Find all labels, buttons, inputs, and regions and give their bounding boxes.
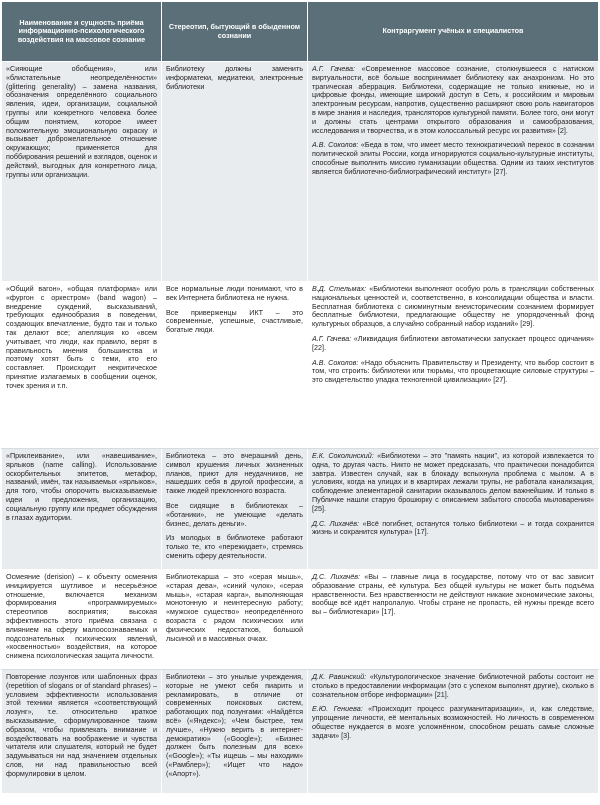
stereotype-cell: Библиотеку должны заменить информатеки, медиатеки, электронные библиотеки [162, 62, 308, 282]
quote-author: Д.К. Равинский: [312, 672, 367, 681]
quote-text: «Надо объяснить Правительству и Президенту, что выбор состоит в том, что строить: библиотеки или тюрьмы, что процветающие силовые структуры – это свидетельство упадка техногенной цивилизации» [27]. [312, 357, 594, 385]
quote-paragraph [312, 705, 594, 740]
quote-paragraph [312, 141, 594, 176]
quote-author: А.В. Соколов: [312, 357, 359, 367]
stereotype-paragraph: Все приверженцы ИКТ – это современные, успешные, счастливые, богатые люди. [166, 307, 303, 335]
counterargument-cell [308, 449, 599, 570]
stereotype-cell: Библиотекарша – это «серая мышь», «старая дева», «синий чулок», «серая мышь», «старая карга», выполняющая монотонную и неинтересную работу; «мужское существо» неопределённого возраста с рядом психических или физических недостатков, большой лысиной и в массивных очках. [162, 570, 308, 670]
quote-text: «Ликвидация библиотеки автоматически запускает процесс одичания» [22]. [312, 333, 595, 352]
quote-paragraph [312, 65, 594, 135]
header-row [2, 2, 599, 62]
stereotype-paragraph: Все нормальные люди понимают, что в век Интернета библиотека не нужна. [166, 284, 303, 302]
quote-paragraph [312, 335, 594, 353]
quote-text: «Вы – главные лица в государстве, потому что от вас зависит образование страны, её культура. Без общей культуры не может быть подъёма нравственности. Без нравственности не действуют никакие экономические законы, вообще всё идёт напролалую. Чтобы стране не пропасть, ей нужны прежде всего вы – библиотекари» [17]. [312, 572, 594, 617]
quote-text: «Библиотеки – это "память нации", из которой извлекается то одна, то другая часть. Никто не может предсказать, что практически понадобится завтра. Известен случай, как в блокаду вспыхнула проблема с мылом. А в условиях, когда на улицах и в квартирах лежали трупы, не работала канализация, соблюдение элементарной санитарии оказывалось делом важнейшим. И только в Публичке нашли старую брошюрку с описанием забытого способа мыловарения» [25]. [312, 451, 594, 513]
technique-cell: Осмеяние (derision) – к объекту осмеяния инициируется шутливое и несерьёзное отношение, включается механизм формирования «программируемых» стереотипов восприятия; высокая эффективность этого приёма связана с влиянием на сферу малоосознаваемых и подсознательных психических явлений, «косвенностью» воздействия, на которое снижена психологическая защита личности. [2, 570, 162, 670]
table-row [2, 570, 599, 670]
stereotype-cell [162, 282, 308, 449]
quote-text: «Всё погибнет, останутся только библиотеки – и тогда сохранится жизнь и сохранится культура» [17]. [312, 518, 594, 537]
quote-text: «Культурологическое значение библиотечной работы состоит не столько в предоставлении информации (это с успехом выполнят другие), сколько в сознательном отборе информации» [21]. [312, 672, 594, 699]
header-technique: Наименование и сущность приёма информационно-психологического воздействия на массовое сознание [2, 2, 162, 62]
quote-author: Е.Ю. Гениева: [312, 704, 363, 714]
quote-author: Е.К. Соколинский: [312, 451, 374, 460]
quote-author: В.Д. Стельмах: [312, 284, 367, 293]
quote-author: А.Г. Гачева: [312, 64, 356, 73]
counterargument-cell [308, 62, 599, 282]
quote-text: «Беда в том, что имеет место технократический перекос в сознании политической элиты России, когда игнорируются социально-культурные институты, способные выполнить миссию гуманизации общества. Одним из таких институтов является библиотечно-библиографический институт» [27]. [312, 140, 594, 176]
technique-cell: «Приклеивание», или «навешивание», ярлыков (name calling). Использование оскорбительных эпитетов, метафор, названий, имён, так называемых «ярлыков», для того, чтобы опорочить высказываемые идеи и предложения, организацию, социальную группу или предмет обсуждения в глазах аудитории. [2, 449, 162, 570]
quote-author: А.В. Соколов: [312, 140, 359, 150]
table-row [2, 670, 599, 794]
quote-paragraph [312, 573, 594, 617]
quote-text: «Происходит процесс разгуманитаризации», и, как следствие, упрощение личности, её ментальных возможностей. Но личность в современном обществе нуждается в мозге усложнённом, способном решать самые сложные задачи» [3]. [312, 704, 595, 740]
technique-cell: «Сияющие обобщения», или «блистательные неопределённости» (glittering generality) – замена названия, обозначения определённого социального явления, идеи, организации, социальной группы или конкретного человека более общим понятием, которое имеет положительную эмоциональную окраску и вызывает доброжелательное отношение окружающих; применяется для поббирования решений и взглядов, оценок и действий, выгодных для конкретного лица, группы или организации. [2, 62, 162, 282]
quote-paragraph [312, 285, 594, 329]
quote-text: «Современное массовое сознание, столкнувшееся с натиском виртуальности, всё больше воспринимает библиотеку как анахронизм. Но это трагическая аберрация. Библиотеки, содержащие не только книжные, но и цифровые фонды, имеющие широкий доступ в Сеть, к российским и мировым электронным ресурсам, напротив, существенно расширяют свою роль навигаторов в мире знания и наследия, трансляторов культурной памяти. Более того, они могут и должны стать центрами открытого образования и самообразования, исследования и творчества, и в этом колоссальный ресурс их развития» [2]. [312, 64, 594, 135]
quote-author: Д.С. Лихачёв: [312, 518, 360, 528]
stereotype-cell [162, 449, 308, 570]
quote-paragraph [312, 673, 594, 699]
quote-author: Д.С. Лихачёв: [312, 572, 360, 581]
counterargument-cell [308, 282, 599, 449]
stereotype-paragraph: Из молодых в библиотеке работают только те, кто «пережидает», стремясь сменить сферу деятельности. [166, 533, 303, 560]
header-stereotype: Стереотип, бытующий в обыденном сознании [162, 2, 308, 62]
counterargument-cell [308, 670, 599, 794]
technique-cell: «Общий вагон», «общая платформа» или «фургон с оркестром» (band wagon) – внедрение суждений, высказываний, требующих единообразия в поведении, создающих впечатление, будто так и только так делают все; апелляция ко «всем учитывает, что люди, как правило, верят в правильность мнения большинства и поэтому хотят быть с теми, кто его составляет. Происходит некритическое принятие излагаемых в сообщении оценок, точек зрения и т.п. [2, 282, 162, 449]
table-row [2, 282, 599, 449]
quote-author: А.Г. Гачева: [312, 333, 352, 343]
comparison-table [1, 1, 599, 794]
quote-paragraph [312, 359, 594, 385]
quote-text: «Библиотеки выполняют особую роль в трансляции собственных национальных ценностей и, соответственно, в консолидации общества и власти. Бесплатная библиотека с сиюминутным внеисторическим сознанием формирует бесплатные библиотеки, предлагающие обществу не упорядоченный фонд культурных образцов, а случайно собранный набор изданий» [29]. [312, 284, 594, 329]
quote-paragraph [312, 452, 594, 514]
technique-cell: Повторение лозунгов или шаблонных фраз (repetition of slogans or of standard phrases) – условием эффективности использования этой техники является «соответствующий лозунг», т.е. относительно краткое высказывание, сформулированное таким образом, чтобы привлекать внимание и воздействовать на воображение и чувства читателя или слушателя, который не будет задумываться ни над значением отдельных слов, ни над правильностью всей формулировки в целом. [2, 670, 162, 794]
stereotype-paragraph: Библиотека – это вчерашний день, символ крушения личных жизненных планов, приют для неудачников, не нашедших себя в другой профессии, а также людей преклонного возраста. [166, 451, 303, 496]
table-row [2, 62, 599, 282]
header-counterargument: Контраргумент учёных и специалистов [308, 2, 599, 62]
quote-paragraph [312, 520, 594, 538]
counterargument-cell [308, 570, 599, 670]
stereotype-cell: Библиотеки – это унылые учреждения, которые не умеют себя пиарить и рекламировать, в отличие от современных поисковых систем, работающих под позунгами: «Найдётся всё» («Яндекс»); «Чем быстрее, тем лучше», «Нужно верить в интернет-демократию» («Google»); «Бизнес должен быть полезным для всех» («Google»); «Ты ищешь – мы находим» («Рамблер»); «Ищет что надо» («Апорт»). [162, 670, 308, 794]
table-row [2, 449, 599, 570]
stereotype-paragraph: Все сидящие в библиотеках – «ботаники», не умеющие «делать бизнес, делать деньги». [166, 500, 303, 528]
